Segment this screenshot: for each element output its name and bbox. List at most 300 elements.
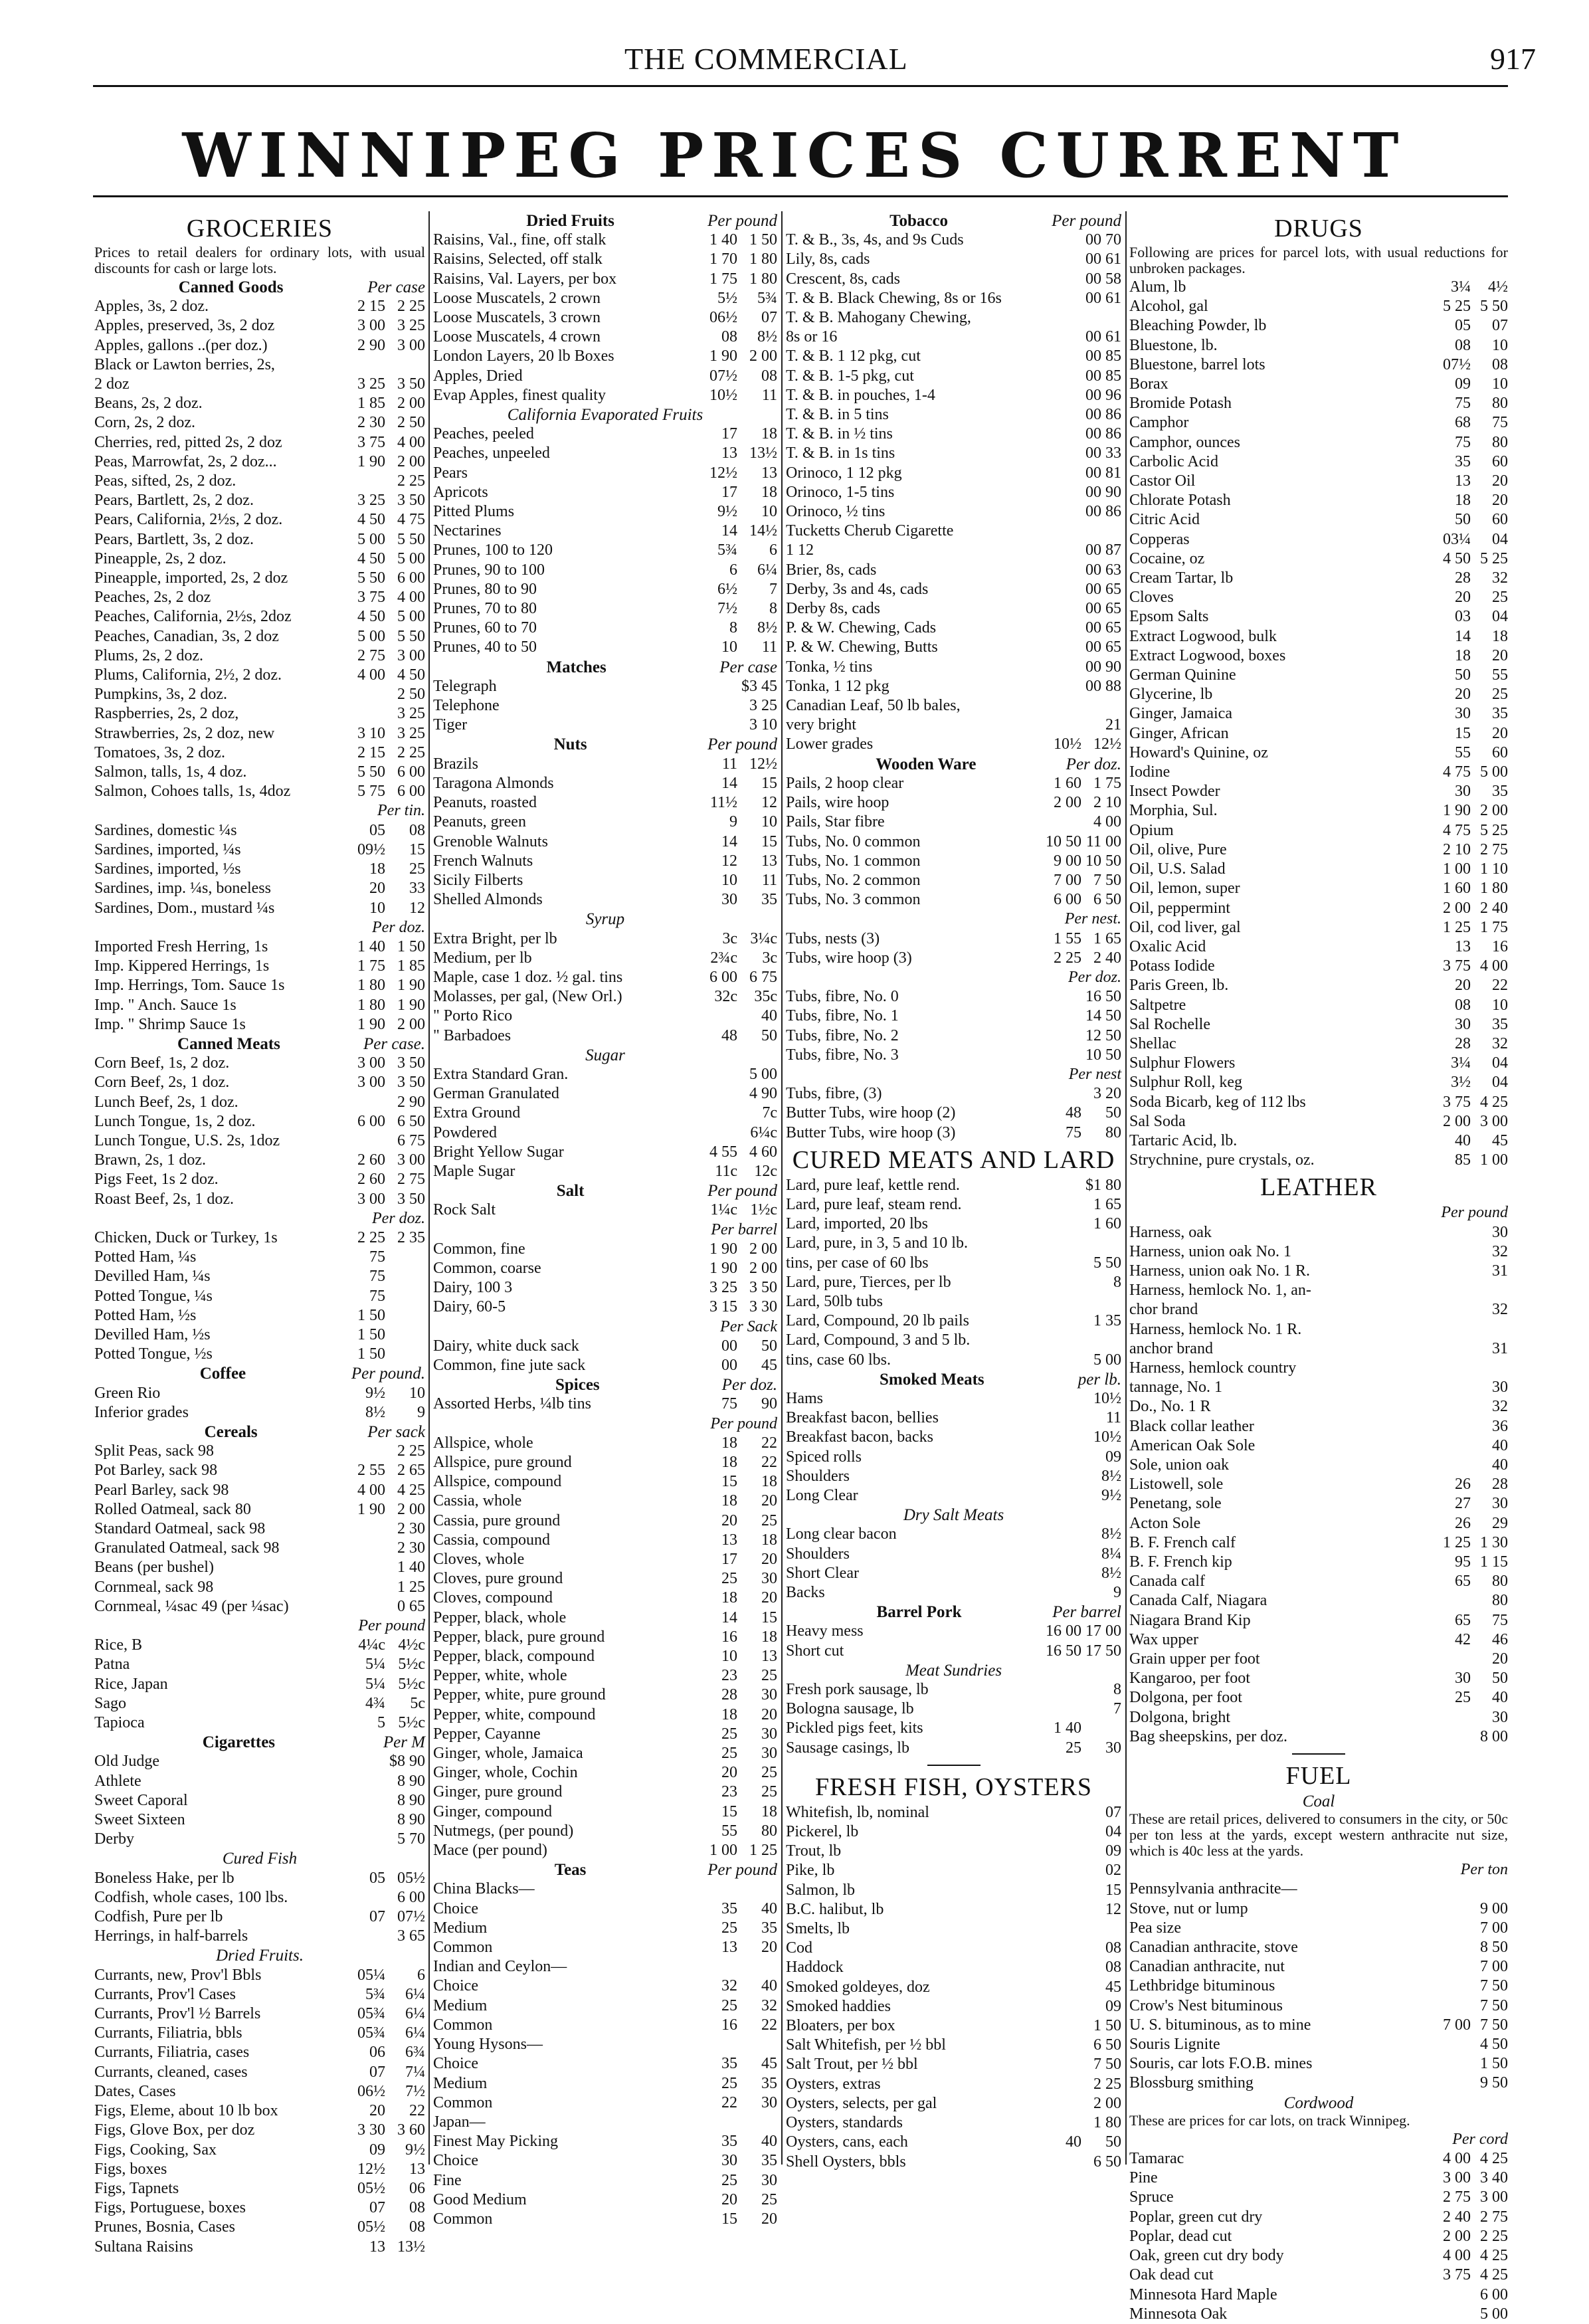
price-high: 80 [1492, 1573, 1508, 1591]
price-row [433, 1531, 777, 1550]
price-low [1434, 1957, 1471, 1977]
item-name: Lard, imported, 20 lbs [786, 1215, 928, 1233]
item-name: Choice [433, 1977, 478, 1995]
price-low [1434, 1977, 1471, 1996]
item-name: Lunch Beef, 2s, 1 doz. [94, 1093, 238, 1111]
subsection-unit: Per pound [1052, 212, 1121, 230]
price-low [698, 696, 737, 716]
unit-label: Per pound [710, 1414, 777, 1432]
price-row [786, 522, 1121, 541]
price-low: 1¼c [710, 1201, 737, 1219]
price-high: 12c [754, 1162, 777, 1180]
price-low [698, 1065, 737, 1084]
subsection-unit: Per sack [367, 1422, 425, 1441]
price-row [786, 2094, 1121, 2113]
price-low [1042, 367, 1081, 386]
price-low [345, 1597, 385, 1616]
price-row [94, 860, 425, 879]
price-high: 40 [761, 1899, 777, 1917]
price-high: 22 [1492, 977, 1508, 995]
price-high: 2 25 [1480, 2227, 1508, 2245]
price-row [94, 1636, 425, 1655]
price-high: 1 10 [1480, 860, 1508, 878]
price-low [345, 1830, 385, 1849]
price-low [1042, 1351, 1081, 1370]
price-high: 45 [1105, 1978, 1121, 1996]
item-name: Tiger [433, 716, 468, 734]
item-name: Insect Powder [1129, 783, 1220, 801]
price-high: 2 25 [397, 1442, 425, 1460]
item-name: Pine [1129, 2169, 1158, 2187]
price-high: 6 50 [397, 1112, 425, 1130]
price-row [433, 1143, 777, 1162]
price-low [1042, 1448, 1081, 1467]
price-low: 1 90 [709, 1259, 737, 1277]
price-high: 20 [1492, 492, 1508, 510]
price-row [94, 1248, 425, 1267]
price-high: 00 33 [1085, 444, 1121, 462]
price-high: 16 50 [1085, 988, 1121, 1006]
price-low: 85 [1455, 1151, 1471, 1169]
item-name: Raisins, Selected, off stalk [433, 250, 603, 268]
item-name: American Oak Sole [1129, 1436, 1256, 1454]
price-high: 13 [761, 1648, 777, 1666]
item-name: Alum, lb [1129, 278, 1186, 296]
price-high: 2 75 [1480, 840, 1508, 858]
price-high: 00 96 [1085, 386, 1121, 404]
price-row [94, 957, 425, 976]
price-high: 00 65 [1085, 580, 1121, 598]
price-row [94, 1190, 425, 1209]
price-low: 22 [721, 2093, 737, 2111]
price-low: 5 50 [357, 569, 385, 587]
price-low: 12½ [709, 464, 737, 482]
item-name: China Blacks— [433, 1880, 535, 1898]
price-high: 2 40 [1093, 949, 1121, 967]
price-high: 00 86 [1085, 503, 1121, 521]
price-low: 16 [721, 2016, 737, 2034]
item-name: Choice [433, 2055, 478, 2073]
price-low: 75 [369, 1248, 385, 1266]
section-heading: CURED MEATS AND LARD [792, 1145, 1115, 1174]
price-low [1042, 1254, 1081, 1273]
item-name: Derby 8s, cads [786, 600, 880, 618]
price-row [433, 580, 777, 599]
item-name: Long clear bacon [786, 1525, 897, 1543]
price-low: 03 [1455, 608, 1471, 626]
price-row [1129, 685, 1508, 704]
price-low: 2 75 [357, 646, 385, 664]
price-high: 2 00 [749, 1240, 777, 1258]
price-row [1129, 588, 1508, 607]
item-name: Codfish, whole cases, 100 lbs. [94, 1888, 288, 1906]
section-note: Following are prices for parcel lots, with usual reductions for unbroken packages. [1129, 244, 1508, 276]
price-row [433, 1705, 777, 1725]
price-row [433, 425, 777, 444]
price-row [1129, 1708, 1508, 1727]
item-name: Cod [786, 1939, 813, 1957]
price-high: 32 [1492, 569, 1508, 587]
price-row [433, 1278, 777, 1298]
price-high: 30 [761, 2171, 777, 2189]
price-row [786, 405, 1121, 425]
item-name: B. F. French calf [1129, 1533, 1236, 1551]
item-name: Copperas [1129, 530, 1190, 548]
price-high: 3¼c [750, 929, 777, 947]
item-name: Tubs, No. 0 common [786, 832, 921, 850]
price-high: 18 [761, 425, 777, 443]
price-low: 05¼ [357, 1966, 385, 1984]
item-name: Pike, lb [786, 1862, 835, 1880]
price-low: 2¾c [710, 949, 737, 967]
price-high: 00 70 [1085, 231, 1121, 249]
price-row [786, 2016, 1121, 2036]
price-high: 7 50 [1093, 871, 1121, 889]
item-name: Pot Barley, sack 98 [94, 1462, 218, 1480]
price-row [1129, 1131, 1508, 1151]
item-name: Breakfast bacon, backs [786, 1428, 933, 1446]
price-high: 5 00 [749, 1065, 777, 1083]
price-row [1129, 1242, 1508, 1262]
price-row [786, 1351, 1121, 1370]
price-row [1129, 569, 1508, 588]
subsection-unit: per lb. [1077, 1370, 1121, 1389]
price-low: 50 [1455, 666, 1471, 684]
price-high: 20 [761, 1589, 777, 1607]
item-name: Choice [433, 2152, 478, 2170]
price-high: 2 10 [1093, 794, 1121, 812]
subsection-title: Meat Sundries [905, 1661, 1002, 1680]
price-low: 25 [721, 2074, 737, 2092]
price-low: 20 [369, 2102, 385, 2120]
price-low [1434, 1281, 1471, 1300]
price-row [786, 1123, 1121, 1143]
price-low [345, 1810, 385, 1830]
price-high: 11 [1105, 1409, 1121, 1427]
price-high: 40 [761, 1007, 777, 1025]
item-name: Prunes, 70 to 80 [433, 600, 537, 618]
price-row [433, 444, 777, 463]
price-row [786, 1254, 1121, 1273]
price-row [786, 2036, 1121, 2055]
price-row [433, 1395, 777, 1414]
price-low [1042, 1292, 1081, 1311]
price-row [786, 1046, 1121, 1065]
price-row [1129, 1093, 1508, 1112]
price-low [345, 1131, 385, 1151]
item-name: Molasses, per gal, (New Orl.) [433, 988, 622, 1006]
price-high: 5c [410, 1694, 425, 1712]
price-row [94, 1869, 425, 1888]
price-row [433, 968, 777, 987]
price-high: 4 00 [397, 433, 425, 451]
price-high: 50 [761, 1337, 777, 1355]
price-row [1129, 413, 1508, 433]
price-row [786, 2055, 1121, 2074]
price-high: 16 [1492, 937, 1508, 955]
item-name: Short Clear [786, 1564, 859, 1582]
subsection-heading [433, 910, 777, 929]
item-name: Bluestone, barrel lots [1129, 355, 1265, 373]
price-low: 3 15 [709, 1298, 737, 1316]
price-high: 22 [761, 1434, 777, 1452]
item-name: Apples, gallons ..(per doz.) [94, 336, 268, 354]
price-row [1129, 801, 1508, 821]
item-name: Acton Sole [1129, 1514, 1201, 1532]
price-row [94, 2063, 425, 2082]
item-name: Lethbridge bituminous [1129, 1977, 1275, 1995]
item-name: Lard, Compound, 20 lb pails [786, 1312, 969, 1330]
price-low [1042, 2153, 1081, 2172]
price-row [433, 1026, 777, 1046]
item-name: Oysters, extras [786, 2075, 881, 2093]
item-name: Taragona Almonds [433, 774, 554, 792]
price-row [433, 1977, 777, 1996]
item-name: Glycerine, lb [1129, 686, 1213, 704]
price-low: 17 [721, 425, 737, 443]
price-high: 50 [1105, 1104, 1121, 1122]
price-high: 4 50 [1480, 2036, 1508, 2054]
price-row [94, 452, 425, 472]
item-name: Tubs, No. 2 common [786, 871, 921, 889]
price-high: 10 50 [1085, 1046, 1121, 1064]
subsection-unit: Per case [719, 658, 777, 676]
price-high: 4 25 [1480, 2150, 1508, 2168]
item-name: Brawn, 2s, 1 doz. [94, 1151, 206, 1169]
subsection-heading [433, 405, 777, 425]
price-low [1042, 1842, 1081, 1861]
item-name: Corn Beef, 2s, 1 doz. [94, 1074, 230, 1092]
price-row [94, 1093, 425, 1112]
price-low: 2 60 [357, 1151, 385, 1169]
item-name: Potass Iodide [1129, 957, 1215, 975]
price-low: 3 00 [1443, 2169, 1471, 2187]
price-row [94, 1228, 425, 1248]
item-name: Figs, boxes [94, 2160, 167, 2178]
item-name: T. & B. in ½ tins [786, 425, 893, 443]
price-row [786, 425, 1121, 444]
price-row [1129, 491, 1508, 510]
price-row [786, 599, 1121, 619]
price-high: 6 75 [397, 1131, 425, 1149]
price-row [433, 2210, 777, 2229]
price-low: 2 30 [357, 414, 385, 432]
price-high: 5 00 [1480, 763, 1508, 781]
price-high: 2 40 [1480, 899, 1508, 917]
price-row [433, 1822, 777, 1841]
price-high: 10½ [1093, 1428, 1121, 1446]
item-name: Sausage casings, lb [786, 1739, 909, 1757]
item-name: Prunes, 80 to 90 [433, 580, 537, 598]
price-low: 14 [721, 774, 737, 792]
item-name: Powdered [433, 1123, 497, 1141]
price-row [1129, 2074, 1508, 2093]
price-row [433, 541, 777, 560]
price-row [786, 1997, 1121, 2016]
price-row [433, 2016, 777, 2035]
price-high: 04 [1492, 1054, 1508, 1072]
price-row [1129, 1112, 1508, 1131]
price-high: 8 90 [397, 1811, 425, 1829]
price-low: 3 75 [357, 589, 385, 607]
item-name: Pumpkins, 3s, 2 doz. [94, 686, 228, 704]
item-name: tins, case 60 lbs. [786, 1351, 891, 1369]
price-row [433, 1957, 777, 1977]
price-high: 20 [1492, 724, 1508, 742]
subsection-heading [94, 1422, 425, 1442]
price-high: 3 50 [397, 492, 425, 510]
item-name: Split Peas, sack 98 [94, 1442, 214, 1460]
price-high: 25 [1492, 589, 1508, 607]
item-name: Tubs, No. 3 common [786, 891, 921, 909]
price-row [786, 1642, 1121, 1661]
price-row [433, 1783, 777, 1802]
price-high: 6 00 [397, 569, 425, 587]
price-row [433, 1162, 777, 1181]
subsection-heading [94, 1364, 425, 1383]
item-name: Grenoble Walnuts [433, 832, 548, 850]
price-row [94, 1403, 425, 1422]
unit-label: Per barrel [711, 1220, 777, 1238]
price-low: 27 [1455, 1495, 1471, 1513]
price-row [433, 619, 777, 638]
price-low: 06½ [357, 2082, 385, 2100]
price-high: 00 90 [1085, 483, 1121, 501]
price-row [94, 1500, 425, 1519]
price-low [698, 1880, 737, 1899]
price-row [94, 685, 425, 704]
price-high: 12½ [749, 755, 777, 773]
price-low [1042, 1583, 1081, 1602]
item-name: Harness, union oak No. 1 R. [1129, 1262, 1310, 1280]
item-name: Bright Yellow Sugar [433, 1143, 564, 1161]
item-name: Inferior grades [94, 1403, 189, 1421]
price-low [1434, 1436, 1471, 1456]
price-high: 3 50 [397, 1190, 425, 1208]
price-low: 30 [721, 891, 737, 909]
price-high: 13½ [749, 444, 777, 462]
item-name: Black or Lawton berries, 2s, [94, 355, 275, 373]
price-row [94, 1539, 425, 1558]
price-high: $8 90 [389, 1753, 425, 1771]
item-name: Dolgona, bright [1129, 1708, 1230, 1726]
item-name: Shelled Almonds [433, 891, 543, 909]
price-high: 7 [1113, 1700, 1121, 1718]
price-row [94, 899, 425, 918]
price-low [1042, 444, 1081, 463]
price-row [433, 832, 777, 852]
price-low: 4 00 [1443, 2247, 1471, 2265]
price-low: 48 [721, 1026, 737, 1044]
price-row [1129, 1015, 1508, 1034]
price-row [786, 735, 1121, 754]
price-row [1129, 2169, 1508, 2188]
price-high: 20 [1492, 1650, 1508, 1668]
item-name: Stove, nut or lump [1129, 1899, 1248, 1917]
price-high: 1 50 [1093, 2017, 1121, 2035]
price-row [1129, 1688, 1508, 1707]
price-row [786, 1104, 1121, 1123]
item-name: Tubs, fibre, No. 3 [786, 1046, 899, 1064]
item-name: T. & B. in pouches, 1-4 [786, 386, 935, 404]
item-name: Spruce [1129, 2188, 1174, 2206]
item-name: Currants, Prov'l ½ Barrels [94, 2005, 261, 2023]
item-name: Cassia, pure ground [433, 1511, 561, 1529]
item-name: Plums, 2s, 2 doz. [94, 646, 204, 664]
price-low: 05 [369, 1869, 385, 1887]
price-low: 26 [1455, 1514, 1471, 1532]
item-name: Derby [94, 1830, 134, 1848]
price-low: 25 [721, 1745, 737, 1763]
price-row [1129, 2208, 1508, 2227]
price-row [1129, 2266, 1508, 2285]
price-row [786, 1699, 1121, 1719]
item-name: Poplar, green cut dry [1129, 2208, 1263, 2226]
price-row [433, 367, 777, 386]
price-row [1129, 1151, 1508, 1170]
price-low: 75 [1455, 433, 1471, 451]
price-low: 05 [369, 821, 385, 839]
price-high: $3 45 [741, 677, 777, 695]
price-row [433, 599, 777, 619]
item-name: Spiced rolls [786, 1448, 862, 1466]
item-name: Castor Oil [1129, 472, 1196, 490]
item-name: Roast Beef, 2s, 1 doz. [94, 1190, 234, 1208]
item-name: Shoulders [786, 1545, 850, 1563]
price-row [1129, 510, 1508, 530]
price-low: 6 00 [709, 968, 737, 986]
price-low [345, 1578, 385, 1597]
price-high: 2 00 [397, 395, 425, 413]
subsection-heading [94, 1946, 425, 1965]
price-low [1042, 2094, 1081, 2113]
item-name: Pears, Bartlett, 3s, 2 doz. [94, 530, 254, 548]
price-row [94, 646, 425, 666]
price-low [1042, 1331, 1081, 1350]
subsection-title: Canned Goods [178, 278, 284, 296]
price-high: 4 00 [1093, 813, 1121, 831]
price-high: 8½ [757, 619, 777, 637]
price-row [94, 1287, 425, 1306]
price-low [1042, 987, 1081, 1007]
price-row [786, 1564, 1121, 1583]
price-low [345, 472, 385, 491]
price-low: 20 [1455, 977, 1471, 995]
price-high: 7c [762, 1104, 777, 1122]
price-high: 25 [761, 1783, 777, 1801]
subsection-title: Canned Meats [177, 1034, 280, 1053]
price-low [1042, 561, 1081, 580]
price-row [1129, 704, 1508, 724]
publication-title: THE COMMERCIAL [624, 42, 908, 76]
price-high: 08 [409, 821, 425, 839]
price-low: 1 90 [709, 1240, 737, 1258]
item-name: Medium, per lb [433, 949, 532, 967]
price-high: 1 90 [397, 977, 425, 995]
price-high: 3 20 [1093, 1085, 1121, 1103]
item-name: Sardines, imported, ½s [94, 860, 241, 878]
price-row [786, 1273, 1121, 1292]
price-row [433, 793, 777, 813]
subsection-title: Coal [1302, 1792, 1335, 1811]
item-name: Tomatoes, 3s, 2 doz. [94, 743, 225, 761]
price-high: 28 [1492, 1476, 1508, 1494]
price-high: 2 90 [397, 1093, 425, 1111]
item-name: Pickerel, lb [786, 1823, 859, 1841]
price-high: 07½ [397, 1908, 425, 1926]
item-name: Currants, Filiatria, bbls [94, 2024, 242, 2042]
price-row [433, 1453, 777, 1472]
